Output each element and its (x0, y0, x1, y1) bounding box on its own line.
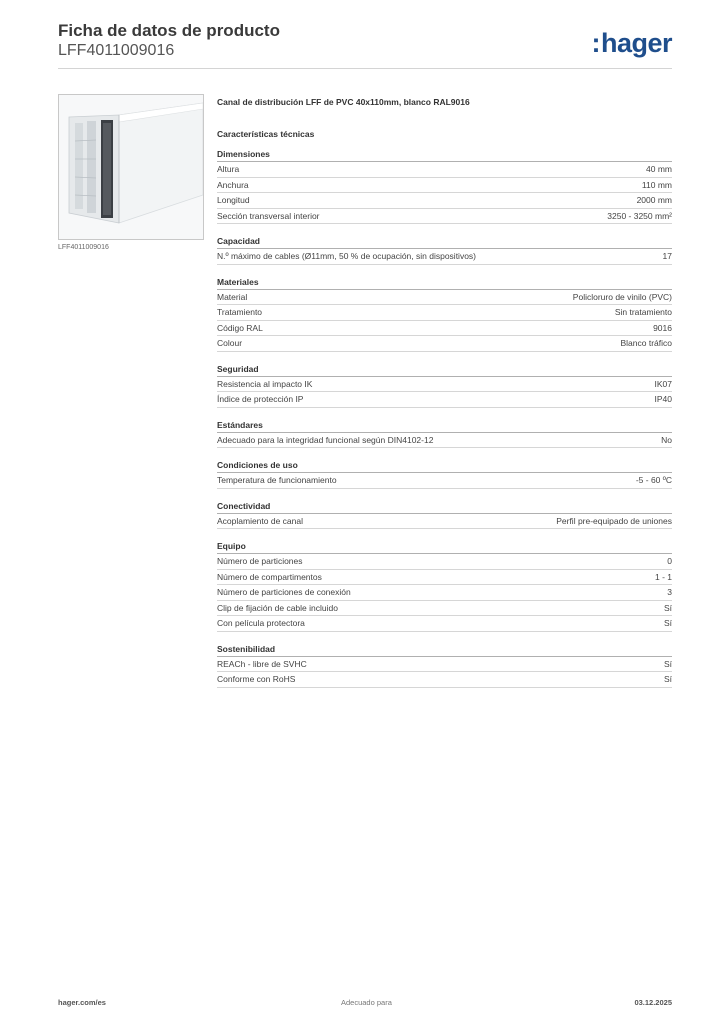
image-caption: LFF4011009016 (58, 244, 109, 251)
document-title: Ficha de datos de producto (58, 21, 280, 40)
spec-value: Perfil pre-equipado de uniones (556, 515, 672, 526)
spec-label: Colour (217, 338, 243, 348)
spec-value: 3 (667, 587, 672, 597)
page-header (58, 20, 672, 66)
spec-row (217, 433, 672, 449)
spec-row (217, 392, 672, 408)
spec-label: Número de compartimentos (217, 571, 322, 582)
spec-value: 17 (662, 251, 672, 261)
spec-row (217, 657, 672, 673)
spec-label: Tratamiento (217, 307, 263, 317)
spec-row (217, 209, 672, 225)
spec-row (217, 570, 672, 586)
spec-value: 0 (667, 556, 672, 566)
spec-value: Policloruro de vinilo (PVC) (572, 291, 672, 302)
header-divider (58, 68, 672, 69)
section-title: Seguridad (217, 363, 672, 377)
tech-characteristics-heading: Características técnicas (217, 129, 315, 139)
spec-label: Número de particiones (217, 556, 303, 566)
spec-value: 40 mm (646, 164, 672, 174)
spec-section (217, 235, 672, 265)
spec-value: IK07 (654, 378, 672, 389)
spec-row (217, 473, 672, 489)
page-footer (58, 998, 672, 1010)
section-title: Dimensiones (217, 148, 672, 162)
spec-row (217, 178, 672, 194)
logo-text: hager (600, 28, 672, 58)
spec-label: Clip de fijación de cable incluido (217, 602, 338, 613)
spec-label: Altura (217, 164, 240, 174)
spec-value: Blanco tráfico (620, 338, 672, 348)
footer-center-text: Adecuado para (341, 998, 392, 1007)
spec-value: 3250 - 3250 mm² (607, 210, 672, 221)
section-title: Estándares (217, 419, 672, 433)
spec-value: Sin tratamiento (614, 307, 672, 317)
spec-row (217, 162, 672, 178)
logo-colon: : (591, 28, 600, 58)
spec-row (217, 514, 672, 530)
spec-label: Longitud (217, 195, 250, 205)
spec-sections (217, 148, 672, 688)
spec-row (217, 601, 672, 617)
spec-section (217, 276, 672, 352)
spec-label: Conforme con RoHS (217, 674, 296, 684)
spec-value: Sí (663, 602, 672, 613)
spec-value: 2000 mm (636, 195, 672, 205)
spec-label: REACh - libre de SVHC (217, 658, 307, 669)
spec-value: Sí (663, 618, 672, 628)
spec-label: Acoplamiento de canal (217, 515, 304, 526)
spec-label: Temperatura de funcionamiento (217, 475, 337, 485)
section-title: Sostenibilidad (217, 643, 672, 657)
spec-section (217, 148, 672, 224)
section-title: Condiciones de uso (217, 459, 672, 473)
spec-row (217, 554, 672, 570)
spec-section (217, 643, 672, 688)
spec-value: 1 - 1 (654, 571, 672, 582)
cable-trunking-illustration (59, 95, 203, 239)
spec-label: Índice de protección IP (217, 394, 304, 404)
spec-row (217, 336, 672, 352)
section-title: Conectividad (217, 500, 672, 514)
spec-row (217, 321, 672, 337)
spec-label: Material (217, 291, 248, 302)
spec-label: Sección transversal interior (217, 210, 320, 221)
spec-value: Sí (663, 674, 672, 684)
spec-row (217, 249, 672, 265)
section-title: Materiales (217, 276, 672, 290)
spec-content (217, 96, 672, 688)
spec-label: Con película protectora (217, 618, 305, 628)
spec-section (217, 540, 672, 632)
product-code: LFF4011009016 (58, 42, 175, 59)
spec-section (217, 363, 672, 408)
spec-row (217, 193, 672, 209)
spec-row (217, 377, 672, 393)
spec-label: Adecuado para la integridad funcional según DIN4102-12 (217, 434, 434, 445)
spec-value: 9016 (653, 322, 672, 333)
spec-label: N.º máximo de cables (Ø11mm, 50 % de ocupación, sin dispositivos) (217, 251, 477, 261)
spec-label: Número de particiones de conexión (217, 587, 351, 597)
spec-row (217, 585, 672, 601)
spec-value: 110 mm (641, 179, 672, 190)
spec-row (217, 305, 672, 321)
product-description: Canal de distribución LFF de PVC 40x110mm, blanco RAL9016 (217, 97, 470, 107)
spec-section (217, 419, 672, 449)
spec-row (217, 672, 672, 688)
hager-logo (591, 28, 672, 58)
section-title: Equipo (217, 540, 672, 554)
product-image (58, 94, 204, 240)
spec-label: Anchura (217, 179, 249, 190)
footer-date: 03.12.2025 (634, 998, 672, 1007)
spec-section (217, 459, 672, 489)
spec-section (217, 500, 672, 530)
spec-label: Código RAL (217, 322, 263, 333)
section-title: Capacidad (217, 235, 672, 249)
spec-value: IP40 (654, 394, 672, 404)
spec-value: No (661, 434, 672, 445)
footer-website: hager.com/es (58, 998, 106, 1007)
spec-label: Resistencia al impacto IK (217, 378, 313, 389)
spec-row (217, 290, 672, 306)
spec-row (217, 616, 672, 632)
spec-value: Sí (663, 658, 672, 669)
spec-value: -5 - 60 ºC (635, 475, 672, 485)
